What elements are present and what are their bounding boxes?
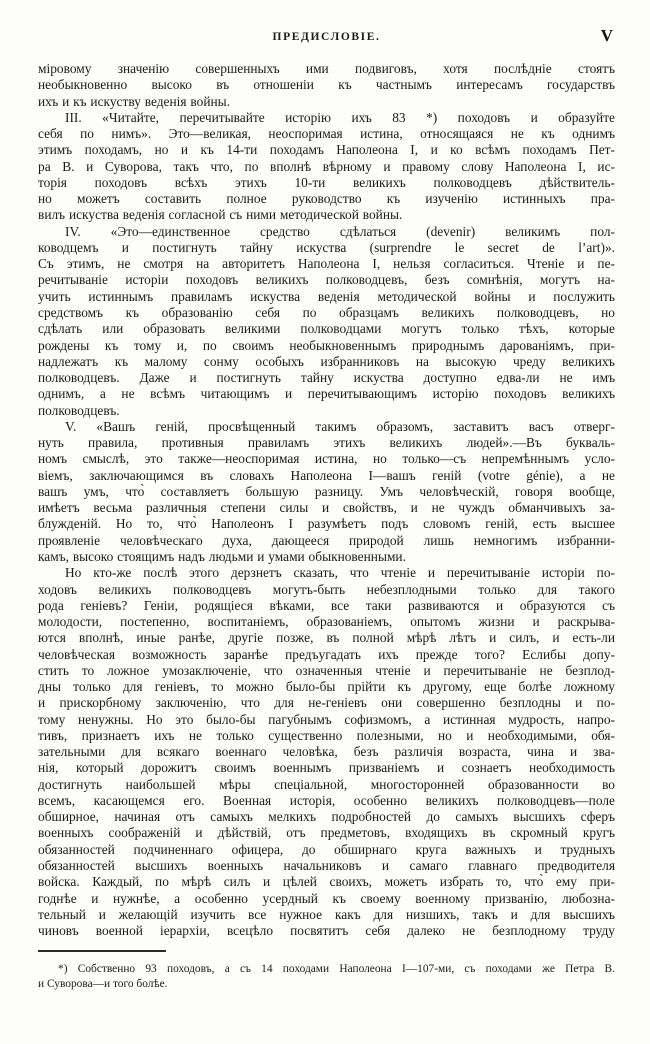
text-line: обязанностей высшихъ военныхъ начальниковъ и самаго главнаго предводителя (38, 858, 615, 874)
text-line: ихъ и къ искуству веденія войны. (38, 93, 231, 109)
text-line: достигнуть наибольшей мѣры спеціальной, многосторонней образованности во (38, 776, 615, 792)
text-line: вашъ умъ, что̀ составляетъ большую разницу. Умъ человѣческій, говоря вообще, (38, 483, 615, 499)
text-line: Но кто-же послѣ этого дерзнетъ сказать, что чтеніе и перечитываніе исторіи по- (65, 565, 615, 581)
text-line: камъ, высоко стоящимъ надъ людьми и умами обыкновенными. (38, 548, 406, 564)
footnote-line: и Суворова—и того болѣе. (38, 977, 168, 990)
text-line: полководцевъ. Даже и постигнуть тайну искуства доступно едва-ли не имъ (38, 370, 615, 386)
text-line: нуть правила, противныя правиламъ этихъ великихъ людей».—Въ букваль- (38, 435, 615, 451)
paragraph (38, 565, 615, 939)
text-line: речитываніе исторіи походовъ великихъ полководцевъ, безъ сомнѣнія, могутъ на- (38, 272, 615, 288)
text-line: зательными для всякаго военнаго человѣка, безъ различія возраста, чина и зва- (38, 744, 615, 760)
text-line: ются вполнѣ, иные ранѣе, другіе позже, въ полной мѣрѣ лѣтъ и силъ, и есть-ли (38, 630, 615, 646)
text-line: IV. «Это—единственное средство сдѣлаться (devenir) великимъ пол- (65, 223, 615, 239)
text-line: віемъ, заключающимся въ словахъ Наполеона I—вашъ геній (votre génie), а не (38, 467, 615, 483)
text-line: надлежатъ къ малому сонму особыхъ избранниковъ на высокую чреду великихъ (38, 353, 615, 369)
text-line: торія походовъ всѣхъ этихъ 10-ти великихъ полководцевъ дѣйствитель- (38, 174, 615, 190)
text-line: военныхъ соображеній и дѣйствій, отъ предметовъ, входящихъ въ скромный кругъ (38, 825, 615, 841)
text-line: но можетъ составить полное руководство къ изученію истинныхъ пра- (38, 191, 615, 207)
text-line: обязанностей подчиненнаго офицера, до обширнаго круга важныхъ и трудныхъ (38, 841, 615, 857)
text-line: блужденій. Но то, что̀ Наполеонъ I разумѣетъ подъ словомъ геній, есть высшее (38, 516, 615, 532)
text-line: и прискорбному заключенію, что для не-геніевъ они совершенно безплодны и по- (38, 695, 615, 711)
text-line: III. «Читайте, перечитывайте исторію ихъ 83 *) походовъ и образуйте (65, 109, 615, 125)
text-line: проявленіе человѣческаго духа, дающееся природой лишь немногимъ избранни- (38, 532, 615, 548)
page-header (38, 26, 615, 51)
text-line: сдѣлать или образовать великими полководцами могутъ только тѣхъ, которые (38, 321, 615, 337)
text-line: всемъ, касающемся его. Военная исторія, особенно великихъ полководцевъ—поле (38, 792, 615, 808)
text-line: имѣетъ весьма различныя степени силы и свойствъ, и не чуждъ обманчивыхъ за- (38, 500, 615, 516)
text-line: рода геніевъ? Геніи, родящіеся вѣками, все таки развиваются и образуются съ (38, 597, 615, 613)
text-line: человѣческая возможность заранѣе предъугадать ихъ прежде того? Еслибы допу- (38, 646, 615, 662)
text-line: необыкновенно высоко въ отношеніи къ частнымъ интересамъ государствъ (38, 77, 615, 93)
page-content (38, 61, 615, 992)
text-line: обширное, начиная отъ самыхъ мелкихъ подробностей до самыхъ высшихъ сферъ (38, 809, 615, 825)
text-line: ходовъ великихъ полководцевъ могутъ-быть небезплодными только для такого (38, 581, 615, 597)
text-line: дны только для геніевъ, то можно было-бы прійти къ другому, еще болѣе ложному (38, 679, 615, 695)
text-line: тивъ, признаетъ ихъ не только существенно полезными, но и необходимыми, обя- (38, 727, 615, 743)
footnote (38, 962, 615, 991)
page-text (38, 61, 615, 939)
text-line: годнѣе и нужнѣе, а особенно усердный къ своему военному призванію, любозна- (38, 890, 615, 906)
text-line: вилъ искуства веденія согласной съ ними методической войны. (38, 207, 403, 223)
text-line: V. «Вашъ геній, просвѣщенный такимъ образомъ, заставитъ васъ отверг- (65, 418, 615, 434)
text-line: тому ненужны. Но это было-бы пагубнымъ софизмомъ, а истинная мудрость, напро- (38, 711, 615, 727)
footnote-line: *) Собственно 93 походовъ, а съ 14 походами Наполеона I—107-ми, съ походами же Петра В. (58, 963, 615, 976)
text-line: ководцемъ и постигнуть тайну искуства (surprendre le secret de l’art)». (38, 239, 615, 255)
text-line: рождены къ тому и, по своимъ необыкновеннымъ природнымъ дарованіямъ, при- (38, 337, 615, 353)
text-line: чиновъ военной іерархіи, всецѣло посвятитъ себя далеко не безплодному труду (38, 923, 615, 939)
text-line: стить то ложное умозаключеніе, что означенныя чтеніе и перечитываніе не безплод- (38, 662, 615, 678)
text-line: этимъ походамъ, но и къ 14-ти походамъ Наполеона I, и ко всѣмъ походамъ Пет- (38, 142, 615, 158)
text-line: молодости, постепенно, воспитаніемъ, образованіемъ, опытомъ жизни и раскрыва- (38, 614, 615, 630)
text-line: себя по нимъ». Это—великая, неоспоримая истина, относящаяся не къ однимъ (38, 126, 615, 142)
paragraph (38, 61, 615, 110)
text-line: номъ смыслѣ, это также—неоспоримая истина, но только—съ непремѣннымъ усло- (38, 451, 615, 467)
paragraph (38, 419, 615, 565)
text-line: нія, который дорожитъ своимъ военнымъ призваніемъ и сознаетъ необходимость (38, 760, 615, 776)
text-line: тельный и желающій изучить все нужное какъ для низшихъ, такъ и для высшихъ (38, 906, 615, 922)
text-line: учить истиннымъ правиламъ искуства веденія методической войны и послужить (38, 288, 615, 304)
text-line: ра В. и Суворова, такъ что, по вполнѣ вѣрному и правому слову Наполеона I, ис- (38, 158, 615, 174)
paragraph (38, 224, 615, 419)
text-line: войска. Каждый, по мѣрѣ силъ и цѣлей своихъ, можетъ избрать то, что̀ ему при- (38, 874, 615, 890)
text-line: однимъ, а не всѣмъ читающимъ и перечитывающимъ исторію походовъ великихъ (38, 386, 615, 402)
footnote-separator (38, 950, 166, 952)
text-line: полководцевъ. (38, 402, 120, 418)
running-title: ПРЕДИСЛОВІЕ. (272, 31, 381, 43)
paragraph (38, 110, 615, 224)
text-line: Съ этимъ, не смотря на авторитетъ Наполеона I, нельзя согласиться. Чтеніе и пе- (38, 256, 615, 272)
text-line: міровому значенію совершенныхъ ими подвиговъ, хотя послѣдніе стоятъ (38, 61, 615, 76)
text-line: средствомъ къ образованію себя по образцамъ великихъ полководцевъ, но (38, 304, 615, 320)
paragraph (38, 962, 615, 991)
page-number: V (600, 26, 613, 45)
